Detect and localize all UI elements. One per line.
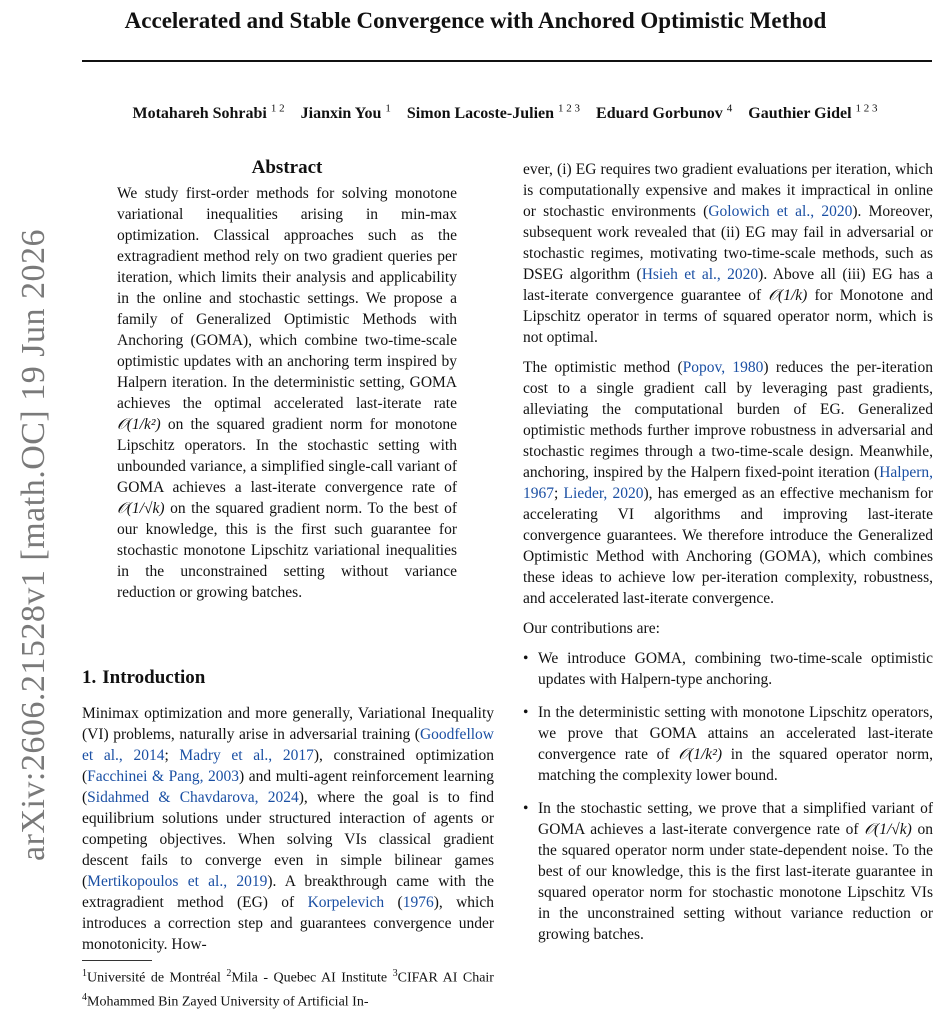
author: Simon Lacoste-Julien $^{1 2 3}$ (406, 103, 581, 123)
arxiv-stamp-text: arXiv:2606.21528v1 [math.OC] 19 Jun 2026 (15, 229, 53, 861)
citation-link[interactable]: Mertikopoulos et al., 2019 (87, 873, 268, 890)
author: Motahareh Sohrabi $^{1 2}$ (132, 103, 285, 123)
citation-link[interactable]: Popov, 1980 (682, 359, 764, 376)
citation-link[interactable]: Hsieh et al., 2020 (641, 266, 759, 283)
paragraph: ever, (i) EG requires two gradient evaluations per iteration, which is computationally expensive and makes it impractical in online or stochastic environments (Golowich et al., 2020). Moreover, subsequent work revealed that (ii) EG may fail in adversarial or stochastic regimes, motivating two-time-scale methods, such as DSEG algorithm (Hsieh et al., 2020). Above all (iii) EG has a last-iterate convergence guarantee of 𝒪(1/k) for Monotone and Lipschitz operator in terms of squared operator norm, which is not optimal. (523, 161, 933, 346)
right-column (523, 159, 933, 957)
author: Gauthier Gidel $^{1 2 3}$ (748, 103, 878, 123)
bullet-icon: • (523, 800, 529, 817)
intro-paragraph: Minimax optimization and more generally, Variational Inequality (VI) problems, naturally arise in adversarial training (Goodfellow et al., 2014; Madry et al., 2017), constrained optimization (Facchinei & Pang, 2003) and multi-agent reinforcement learning (Sidahmed & Chavdarova, 2024), where the goal is to find equilibrium solutions under structured interaction of agents or competing objectives. When solving VIs classical gradient descent fails to converge even in simple bilinear games (Mertikopoulos et al., 2019). A breakthrough came with the extragradient method (EG) of Korpelevich (1976), which introduces a correction step and guarantees convergence under monotonicity. How- (82, 705, 494, 953)
math-expression: 𝒪(1/k) (768, 287, 808, 304)
contributions-list (523, 648, 933, 945)
citation-link[interactable]: Korpelevich (307, 894, 385, 911)
author-list (0, 99, 951, 124)
paragraph: The optimistic method (Popov, 1980) reduces the per-iteration cost to a single gradient call by leveraging past gradients, alleviating the computational burden of EG. Generalized optimistic methods further improve robustness in adversarial and stochastic regimes through a two-time-scale design. Meanwhile, anchoring, inspired by the Halpern fixed-point iteration (Halpern, 1967; Lieder, 2020), has emerged as an effective mechanism for accelerating VI algorithms and improving last-iterate convergence guarantees. We therefore introduce the Generalized Optimistic Method with Anchoring (GOMA), which combines these ideas to achieve low per-iteration complexity, robustness, and accelerated last-iterate convergence. (523, 359, 934, 607)
citation-link[interactable]: 1976 (402, 894, 434, 911)
list-item: • In the stochastic setting, we prove that a simplified variant of GOMA achieves a last-iterate convergence rate of 𝒪(1/√k) on the squared operator norm under state-dependent noise. To the best of our knowledge, this is the first last-iterate guarantee in squared operator norm for stochastic monotone Lipschitz VIs in the unconstrained setting without variance reduction or growing batches. (523, 800, 934, 943)
citation-link[interactable]: Facchinei & Pang, 2003 (87, 768, 240, 785)
arxiv-stamp (10, 220, 58, 870)
list-item: • In the deterministic setting with monotone Lipschitz operators, we prove that GOMA attains an accelerated last-iterate convergence rate of 𝒪(1/k²) in the squared operator norm, matching the complexity lower bound. (523, 704, 934, 784)
math-expression: 𝒪(1/k²) (678, 746, 722, 763)
citation-link[interactable]: Golowich et al., 2020 (708, 203, 853, 220)
abstract-text: We study first-order methods for solving monotone variational inequalities arising in min-max optimization. Classical approaches such as the extragradient method rely on two gradient queries per iteration, which limits their analysis and applicability in the online and stochastic settings. We propose a family of Generalized Optimistic Methods with Anchoring (GOMA), which combine two-time-scale optimistic updates with an anchoring term inspired by Halpern iteration. In the deterministic setting, GOMA achieves the optimal accelerated last-iterate rate 𝒪(1/k²) on the squared gradient norm for monotone Lipschitz operators. In the stochastic setting with unbounded variance, a simplified single-call variant of GOMA achieves a last-iterate convergence rate of 𝒪(1/√k) on the squared gradient norm. To the best of our knowledge, this is the first such guarantee for stochastic monotone Lipschitz variational inequalities in the unconstrained setting without variance reduction or growing batches. (117, 185, 458, 601)
math-expression: 𝒪(1/√k) (117, 500, 165, 517)
paper-title: Accelerated and Stable Convergence with Anchored Optimistic Method (124, 8, 827, 33)
bullet-icon: • (523, 704, 529, 721)
title-rule (82, 60, 932, 62)
footnote-rule (82, 960, 152, 961)
citation-link[interactable]: Sidahmed & Chavdarova, 2024 (87, 789, 299, 806)
abstract-heading: Abstract (251, 157, 323, 178)
citation-link[interactable]: Madry et al., 2017 (179, 747, 314, 764)
contributions-intro: Our contributions are: (523, 620, 660, 637)
bullet-icon: • (523, 650, 529, 667)
math-expression: 𝒪(1/k²) (117, 416, 161, 433)
author: Jianxin You $^1$ (300, 103, 391, 123)
citation-link[interactable]: Halpern, 1967 (523, 464, 933, 502)
left-column (82, 703, 494, 964)
citation-link[interactable]: Lieder, 2020 (563, 485, 644, 502)
list-item: • We introduce GOMA, combining two-time-scale optimistic updates with Halpern-type anchoring. (523, 650, 933, 688)
citation-link[interactable]: Goodfellow et al., 2014 (82, 726, 494, 764)
author: Eduard Gorbunov $^4$ (596, 103, 733, 123)
section-heading-introduction: 1. Introduction (82, 667, 206, 688)
affiliation-footnote: $^1$Université de Montréal $^2$Mila - Quebec AI Institute $^3$CIFAR AI Chair $^4$Mohammed Bin Zayed University of Artificial In- (82, 968, 494, 1010)
math-expression: 𝒪(1/√k) (864, 821, 912, 838)
